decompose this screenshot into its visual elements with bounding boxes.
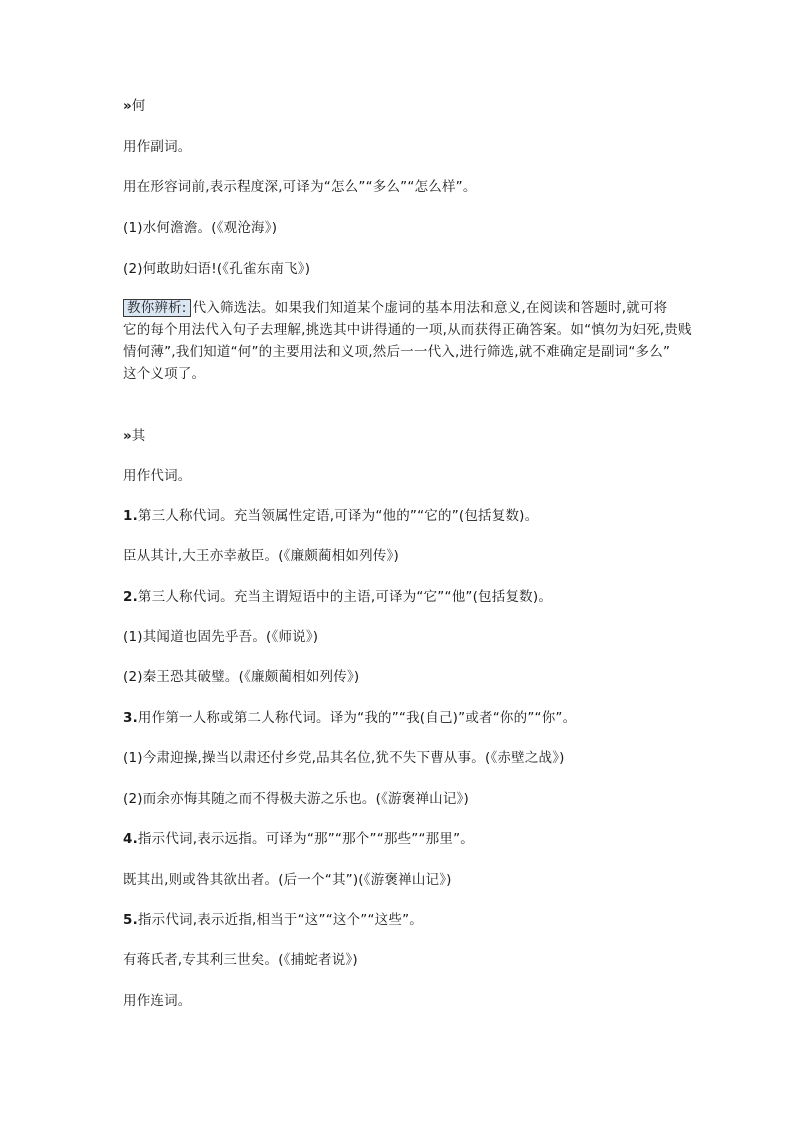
- numbered-item: [123, 708, 713, 728]
- item-number: 5.: [123, 912, 138, 928]
- usage-label: 用作代词。: [123, 468, 192, 484]
- example-line: (1)水何澹澹。(《观沧海》): [123, 220, 278, 236]
- usage-label: 用作连词。: [123, 993, 192, 1009]
- tip-text-line: 它的每个用法代入句子去理解,挑选其中讲得通的一项,从而获得正确答案。如“慎勿为妇死,贵贱: [123, 322, 692, 338]
- section-title: 何: [131, 98, 146, 114]
- numbered-item: [123, 506, 713, 526]
- item-text: 指示代词,表示近指,相当于“这”“这个”“这些”。: [137, 912, 423, 928]
- item-text: 用作第一人称或第二人称代词。译为“我的”“我(自己)”或者“你的”“你”。: [137, 710, 577, 726]
- item-number: 3.: [123, 710, 138, 726]
- tip-paragraph: [123, 297, 715, 385]
- tip-text-line: 这个义项了。: [123, 366, 206, 382]
- example-line: (2)何敢助妇语!(《孔雀东南飞》): [123, 261, 311, 277]
- tip-text-line: 代入筛选法。如果我们知道某个虚词的基本用法和意义,在阅读和答题时,就可将: [192, 300, 668, 316]
- tip-text-line: 情何薄”,我们知道“何”的主要用法和义项,然后一一代入,进行筛选,就不难确定是副词“多么”: [123, 344, 671, 360]
- usage-label: 用作副词。: [123, 139, 192, 155]
- numbered-item: [123, 587, 713, 607]
- example-line: (1)今肃迎操,操当以肃还付乡党,品其名位,犹不失下曹从事。(《赤壁之战》): [123, 750, 565, 766]
- numbered-item: [123, 910, 713, 930]
- tip-label: 教你辨析:: [123, 299, 191, 317]
- usage-description: 用在形容词前,表示程度深,可译为“怎么”“多么”“怎么样”。: [123, 179, 477, 195]
- heading-marker-icon: »: [123, 98, 131, 114]
- section-heading-he: [123, 96, 713, 116]
- item-text: 第三人称代词。充当主谓短语中的主语,可译为“它”“他”(包括复数)。: [137, 589, 553, 605]
- example-line: (2)而余亦悔其随之而不得极夫游之乐也。(《游褒禅山记》): [123, 791, 469, 807]
- example-line: (1)其闻道也固先乎吾。(《师说》): [123, 629, 319, 645]
- example-line: 有蒋氏者,专其利三世矣。(《捕蛇者说》): [123, 952, 358, 968]
- heading-marker-icon: »: [123, 428, 131, 444]
- item-text: 指示代词,表示远指。可译为“那”“那个”“那些”“那里”。: [137, 831, 474, 847]
- item-text: 第三人称代词。充当领属性定语,可译为“他的”“它的”(包括复数)。: [137, 508, 539, 524]
- section-title: 其: [131, 428, 146, 444]
- item-number: 1.: [123, 508, 138, 524]
- example-line: (2)秦王恐其破璧。(《廉颇蔺相如列传》): [123, 669, 360, 685]
- example-line: 既其出,则或咎其欲出者。(后一个“其”)(《游褒禅山记》): [123, 872, 452, 888]
- numbered-item: [123, 829, 713, 849]
- section-heading-qi: [123, 426, 713, 446]
- example-line: 臣从其计,大王亦幸赦臣。(《廉颇蔺相如列传》): [123, 548, 399, 564]
- item-number: 4.: [123, 831, 138, 847]
- item-number: 2.: [123, 589, 138, 605]
